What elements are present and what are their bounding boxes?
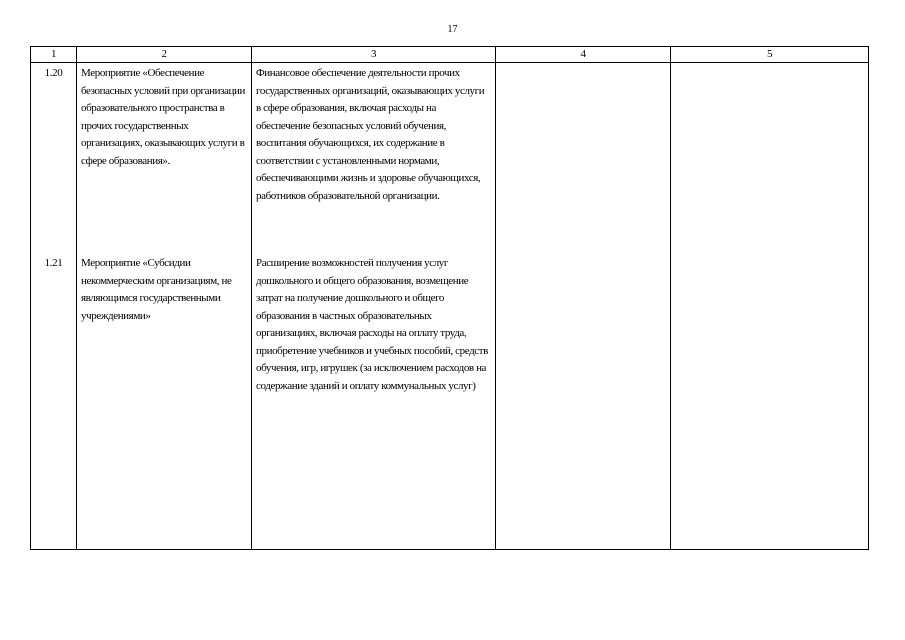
- event-name-cell: [77, 63, 252, 550]
- column-header-5: 5: [671, 47, 869, 63]
- event-description: Расширение возможностей получения услуг дошкольного и общего образования, возмещение затрат на получение дошкольного и общего образования в частных образовательных организациях, включая расходы на оплату труда, приобретение учебников и учебных пособий, средств обучения, игр, игрушек (за исключением расходов на содержание зданий и оплату коммунальных услуг): [256, 257, 488, 392]
- column-4-cell: [496, 63, 671, 550]
- row-number: 1.21: [44, 257, 63, 269]
- document-table: [30, 46, 869, 550]
- row-number: 1.20: [44, 67, 63, 79]
- column-header-4: 4: [496, 47, 671, 63]
- event-name: Мероприятие «Обеспечение безопасных условий при организации образовательного пространства в прочих государственных организациях, оказывающих услуги в сфере образования».: [81, 67, 245, 167]
- description-cell: [252, 63, 496, 550]
- column-5-cell: [671, 63, 869, 550]
- event-description: Финансовое обеспечение деятельности прочих государственных организаций, оказывающих услуги в сфере образования, включая расходы на обеспечение безопасных условий обучения, воспитания обучающихся, их содержание в соответствии с установленными нормами, обеспечивающими жизнь и здоровье обучающихся, работников образовательной организации.: [256, 67, 485, 202]
- column-header-1: 1: [31, 47, 77, 63]
- table-row: [31, 63, 869, 550]
- page-number: 17: [447, 24, 458, 35]
- column-4-value: [500, 253, 666, 255]
- row-number-cell: [31, 63, 77, 550]
- event-name: Мероприятие «Субсидии некоммерческим организациям, не являющимся государственными учреждениями»: [81, 257, 232, 322]
- column-header-3: 3: [252, 47, 496, 63]
- column-5-value: [675, 63, 864, 253]
- header-row: [31, 47, 869, 63]
- column-header-2: 2: [77, 47, 252, 63]
- column-4-value: [500, 63, 666, 253]
- column-5-value: [675, 253, 864, 255]
